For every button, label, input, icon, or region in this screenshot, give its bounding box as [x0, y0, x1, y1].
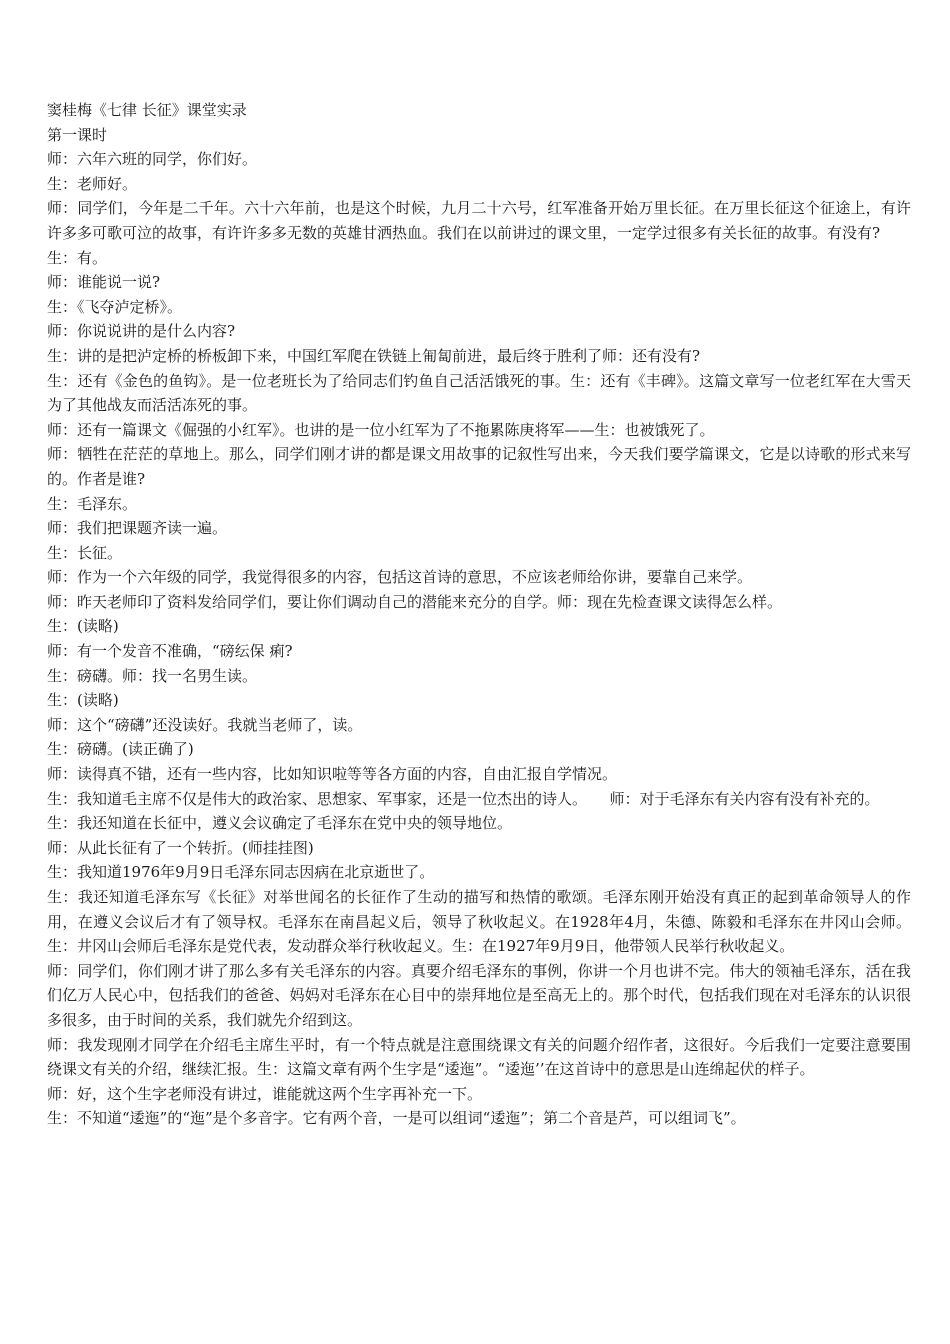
dialogue-paragraph: 生：我还知道毛泽东写《长征》对举世闻名的长征作了生动的描写和热情的歌颂。毛泽东刚开始没有真正的起到革命领导人的作用，在遵义会议后才有了领导权。毛泽东在南昌起义后，领导了秋收起义。在1928年4月，朱德、陈毅和毛泽东在井冈山会师。生：井冈山会师后毛泽东是党代表，发动群众举行秋收起义。生：在1927年9月9日，他带领人民举行秋收起义。	[47, 888, 911, 956]
dialogue-paragraph: 师：六年六班的同学，你们好。	[47, 150, 258, 169]
dialogue-paragraph: 生：我还知道在长征中，遵义会议确定了毛泽东在党中央的领导地位。	[47, 814, 513, 833]
dialogue-paragraph: 生：不知道“逶迤”的“迤”是个多音字。它有两个音，一是可以组词“逶迤”；第二个音是芦，可以组词飞”。	[47, 1109, 746, 1128]
dialogue-paragraph: 生：磅礴。(读正确了)	[47, 740, 194, 759]
dialogue-paragraph: 师：读得真不错，还有一些内容，比如知识啦等等各方面的内容，自由汇报自学情况。	[47, 765, 618, 784]
dialogue-paragraph: 生：(读略)	[47, 617, 119, 636]
dialogue-paragraph: 生：(读略)	[47, 691, 119, 710]
dialogue-paragraph: 师：我发现刚才同学在介绍毛主席生平时，有一个特点就是注意围绕课文有关的问题介绍作者，这很好。今后我们一定要注意要围绕课文有关的介绍，继续汇报。生：这篇文章有两个生字是“逶迤”。“逶迤’’在这首诗中的意思是山连绵起伏的样子。	[47, 1035, 911, 1079]
dialogue-paragraph: 生：老师好。	[47, 174, 138, 193]
dialogue-paragraph: 师：好，这个生字老师没有讲过，谁能就这两个生字再补充一下。	[47, 1084, 483, 1103]
dialogue-paragraph: 生：《飞夺泸定桥》。	[47, 297, 183, 316]
dialogue-paragraph: 师：从此长征有了一个转折。(师挂挂图)	[47, 838, 314, 857]
dialogue-paragraph: 生：我知道1976年9月9日毛泽东同志因病在北京逝世了。	[47, 863, 435, 882]
dialogue-paragraph: 生：毛泽东。	[47, 494, 138, 513]
dialogue-paragraph: 生：我知道毛主席不仅是伟大的政治家、思想家、军事家，还是一位杰出的诗人。 师：对于毛泽东有关内容有没有补充的。	[47, 789, 880, 808]
dialogue-paragraph: 师：有一个发音不准确，“磅纭保 痢?	[47, 642, 293, 661]
dialogue-paragraph: 生：讲的是把泸定桥的桥板卸下来，中国红军爬在铁链上匍匐前进，最后终于胜利了师：还有没有?	[47, 346, 701, 365]
dialogue-paragraph: 生：还有《金色的鱼钩》。是一位老班长为了给同志们钓鱼自己活活饿死的事。生：还有《丰碑》。这篇文章写一位老红军在大雪天为了其他战友而活活冻死的事。	[47, 371, 911, 415]
dialogue-paragraph: 师：昨天老师印了资料发给同学们，要让你们调动自己的潜能来充分的自学。师：现在先检查课文读得怎么样。	[47, 592, 783, 611]
dialogue-paragraph: 生：磅礴。师：找一名男生读。	[47, 666, 258, 685]
dialogue-paragraph: 师：作为一个六年级的同学，我觉得很多的内容，包括这首诗的意思，不应该老师给你讲，要靠自己来学。	[47, 568, 753, 587]
dialogue-paragraph: 师：谁能说一说?	[47, 273, 161, 292]
dialogue-paragraph: 师：还有一篇课文《倔强的小红军》。也讲的是一位小红军为了不拖累陈庚将军——生：也被饿死了。	[47, 420, 715, 439]
dialogue-paragraph: 师：我们把课题齐读一遍。	[47, 519, 228, 538]
document-title: 窦桂梅《七律 长征》课堂实录	[47, 101, 247, 119]
dialogue-paragraph: 师：牺牲在茫茫的草地上。那么，同学们刚才讲的都是课文用故事的记叙性写出来，今天我们要学篇课文，它是以诗歌的形式来写的。作者是谁?	[47, 445, 911, 488]
lesson-heading: 第一课时	[47, 125, 108, 144]
dialogue-paragraph: 师：同学们，你们刚才讲了那么多有关毛泽东的内容。真要介绍毛泽东的事例，你讲一个月也讲不完。伟大的领袖毛泽东，活在我们亿万人民心中，包括我们的爸爸、妈妈对毛泽东在心目中的崇拜地位是至高无上的。那个时代，包括我们现在对毛泽东的认识很多很多，由于时间的关系，我们就先介绍到这。	[47, 961, 911, 1029]
dialogue-paragraph: 师：这个“磅礴”还没读好。我就当老师了，读。	[47, 715, 363, 734]
dialogue-paragraph: 师：你说说讲的是什么内容?	[47, 322, 236, 341]
dialogue-paragraph: 生：有。	[47, 248, 108, 267]
dialogue-body	[47, 147, 911, 1131]
dialogue-paragraph: 生：长征。	[47, 543, 123, 562]
dialogue-paragraph: 师：同学们，今年是二千年。六十六年前，也是这个时候，九月二十六号，红军准备开始万里长征。在万里长征这个征途上，有许许多多可歌可泣的故事，有许许多多无数的英雄甘洒热血。我们在以前讲过的课文里，一定学过很多有关长征的故事。有没有?	[47, 199, 911, 242]
document-page	[47, 98, 911, 1131]
